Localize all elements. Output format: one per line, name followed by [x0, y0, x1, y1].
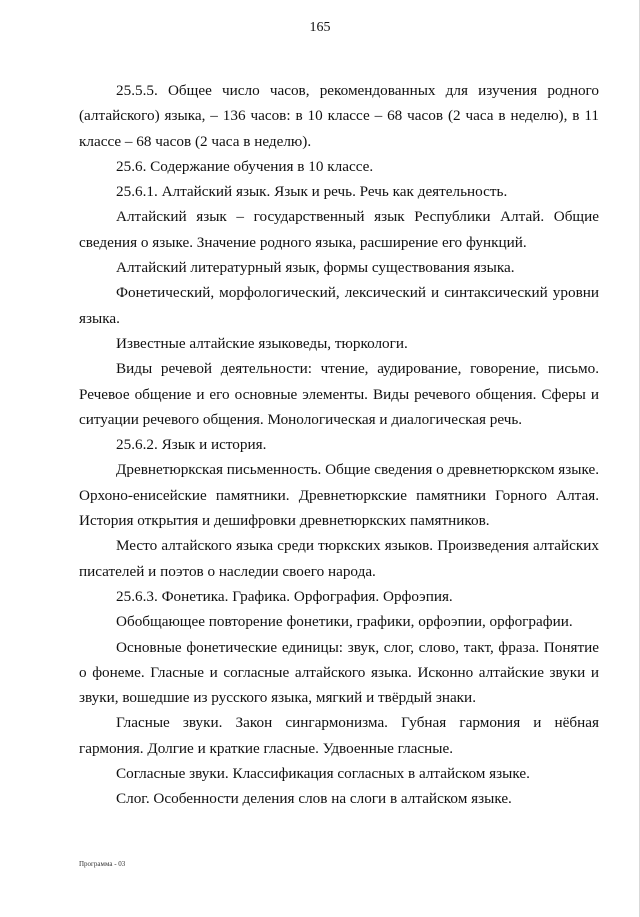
paragraph-linguists: Известные алтайские языковеды, тюркологи.	[116, 334, 408, 352]
paragraph-language-levels: Фонетический, морфологический, лексический и синтаксический уровни языка.	[79, 284, 599, 327]
paragraph-consonants: Согласные звуки. Классификация согласных в алтайском языке.	[116, 765, 530, 783]
paragraph-section-25-6-3: 25.6.3. Фонетика. Графика. Орфография. Орфоэпия.	[116, 587, 453, 605]
paragraph-state-language: Алтайский язык – государственный язык Республики Алтай. Общие сведения о языке. Значение родного языка, расширение его функций.	[79, 208, 599, 251]
paragraph-section-25-6-2: 25.6.2. Язык и история.	[116, 436, 267, 454]
document-body	[79, 78, 599, 812]
paragraph-hours: 25.5.5. Общее число часов, рекомендованных для изучения родного (алтайского) языка, – 136 часов: в 10 классе – 68 часов (2 часа в неделю), в 11 классе – 68 часов (2 часа в неделю).	[79, 82, 599, 150]
paragraph-section-25-6-1: 25.6.1. Алтайский язык. Язык и речь. Речь как деятельность.	[116, 183, 508, 201]
paragraph-phonetic-units: Основные фонетические единицы: звук, слог, слово, такт, фраза. Понятие о фонеме. Гласные и согласные алтайского языка. Исконно алтайские звуки и звуки, вошедшие из русского языка, мягкий и твёрдый знаки.	[79, 638, 599, 707]
paragraph-speech-activity: Виды речевой деятельности: чтение, аудирование, говорение, письмо. Речевое общение и его основные элементы. Виды речевого общения. Сферы и ситуации речевого общения. Монологическая и диалогическая речь.	[79, 360, 599, 428]
paragraph-section-25-6: 25.6. Содержание обучения в 10 классе.	[116, 157, 374, 175]
paragraph-literary-language: Алтайский литературный язык, формы существования языка.	[116, 259, 515, 277]
paragraph-vowels: Гласные звуки. Закон сингармонизма. Губная гармония и нёбная гармония. Долгие и краткие гласные. Удвоенные гласные.	[79, 714, 599, 757]
paragraph-review-phonetics: Обобщающее повторение фонетики, графики, орфоэпии, орфографии.	[116, 613, 573, 631]
footer-program-label: Программа - 03	[79, 860, 126, 868]
paragraph-old-turkic-writing: Древнетюркская письменность. Общие сведения о древнетюркском языке. Орхоно-енисейские памятники. Древнетюркские памятники Горного Алтая. История открытия и дешифровки древнетюркских памятников.	[79, 461, 599, 530]
paragraph-syllable: Слог. Особенности деления слов на слоги в алтайском языке.	[116, 790, 512, 808]
paragraph-altai-among-turkic: Место алтайского языка среди тюркских языков. Произведения алтайских писателей и поэтов о наследии своего народа.	[79, 537, 599, 580]
page-number: 165	[309, 20, 331, 35]
